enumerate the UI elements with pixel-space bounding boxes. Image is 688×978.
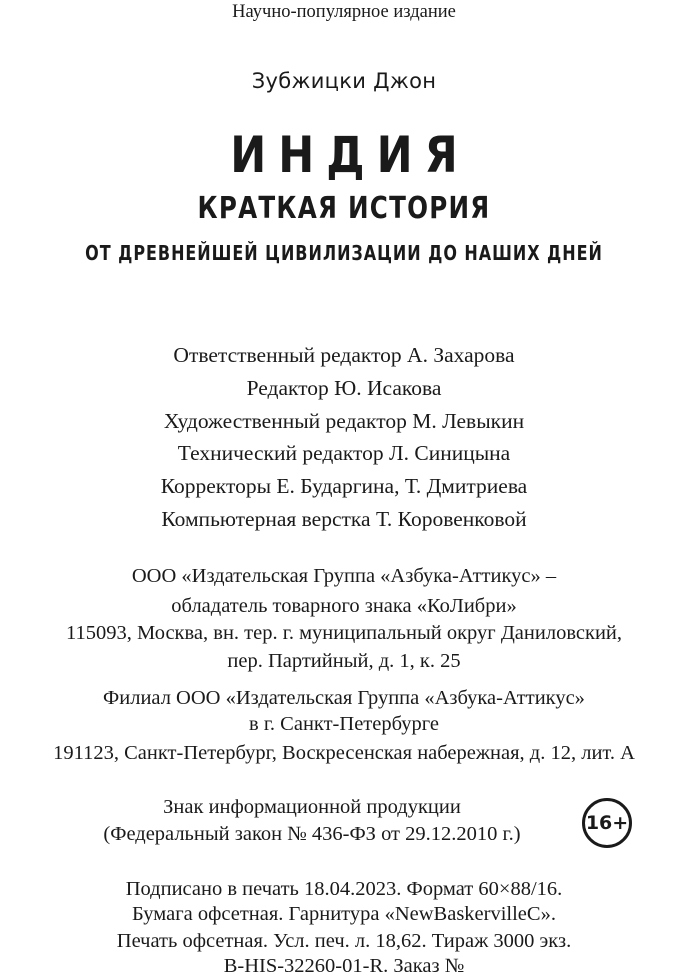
book-subtitle-secondary: ОТ ДРЕВНЕЙШЕЙ ЦИВИЛИЗАЦИИ ДО НАШИХ ДНЕЙ <box>85 241 603 265</box>
publisher-line: обладатель товарного знака «КоЛибри» <box>171 595 517 617</box>
publisher-line: ООО «Издательская Группа «Азбука-Аттикус» – <box>131 565 557 587</box>
book-title: ИНДИЯ <box>230 126 470 184</box>
age-rating-badge: 16+ <box>582 798 632 848</box>
author-name: Зубжицки Джон <box>251 69 437 93</box>
credit-line: Технический редактор Л. Синицына <box>177 441 511 465</box>
imprint-line: Бумага офсетная. Гарнитура «NewBaskervilleC». <box>132 903 556 925</box>
imprint-line: Подписано в печать 18.04.2023. Формат 60×88/16. <box>125 878 563 900</box>
sign-line: Знак информационной продукции <box>163 796 461 818</box>
credit-line: Корректоры Е. Бударгина, Т. Дмитриева <box>160 474 528 498</box>
publisher-line: 115093, Москва, вн. тер. г. муниципальный округ Даниловский, <box>65 622 623 644</box>
imprint-line: Печать офсетная. Усл. печ. л. 18,62. Тираж 3000 экз. <box>116 930 572 952</box>
credit-line: Ответственный редактор А. Захарова <box>173 343 515 367</box>
sign-line: (Федеральный закон № 436-ФЗ от 29.12.2010 г.) <box>103 823 521 845</box>
imprint-line: B-HIS-32260-01-R. Заказ № <box>223 955 465 977</box>
publisher-line: пер. Партийный, д. 1, к. 25 <box>227 650 461 672</box>
credit-line: Компьютерная верстка Т. Коровенковой <box>161 507 527 531</box>
credit-line: Художественный редактор М. Левыкин <box>163 409 525 433</box>
branch-line: 191123, Санкт-Петербург, Воскресенская набережная, д. 12, лит. А <box>53 742 635 764</box>
credit-line: Редактор Ю. Исакова <box>246 376 442 400</box>
edition-kind: Научно-популярное издание <box>232 2 456 22</box>
book-subtitle: КРАТКАЯ ИСТОРИЯ <box>197 191 491 226</box>
branch-line: Филиал ООО «Издательская Группа «Азбука-Аттикус» <box>103 687 585 709</box>
branch-line: в г. Санкт-Петербурге <box>249 713 439 735</box>
